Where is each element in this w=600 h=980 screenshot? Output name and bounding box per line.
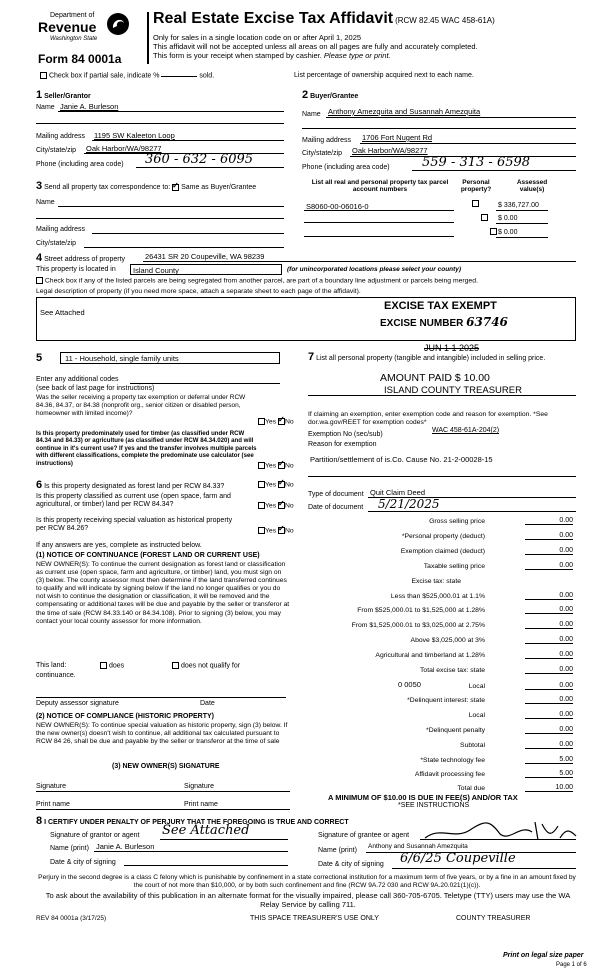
calc-value[interactable]: 0.00 [525,741,573,749]
seller-name-label: Name [36,104,55,111]
does-not-row [172,662,240,669]
s6-q2-no-label: No [284,502,294,510]
personal-prop-3-checkbox[interactable] [490,228,497,235]
header-divider [147,12,149,64]
continuance-text: NEW OWNER(S): To continue the current designation as forest land or classification as current use (open space, farm and agriculture, or timber) land, you must sign on (3) below. The county assessor must then determine if the land transferred continues to qualify and will indicate by signing below If the land no longer qualifies or you do not wish to continue the designation or classification, it will be removed and the compensating or additional taxes will be due and payable by the seller or transferor at the time of sale (RCW 84.33.140 or 84.34.108). Prior to signing (3) below, you may contact your local county assessor for more information. [36,561,290,625]
stamp-exempt: EXCISE TAX EXEMPT [384,300,497,312]
local-rate: 0 0050 [398,680,421,689]
same-as-buyer-checkbox[interactable] [172,184,179,191]
partial-sale-label: Check box if partial sale, indicate % [48,72,160,80]
calc-row [305,710,573,722]
buyer-heading [302,89,358,101]
personal-prop-head: Personal property? [460,179,492,193]
form-number: Form 84 0001a [38,52,122,66]
sig-grantor[interactable]: See Attached [162,823,250,838]
section-1-number: 1 [36,89,43,101]
calc-row [305,561,573,573]
calc-label: From $1,525,000.01 to $3,025,000 at 2.75% [351,622,485,629]
stamp-treasurer: ISLAND COUNTY TREASURER [384,385,522,396]
calc-label: From $525,000.01 to $1,525,000 at 1.28% [357,607,485,614]
calc-value[interactable]: 0.00 [525,547,573,555]
seller-extra-line [36,123,284,124]
doc-date[interactable]: 5/21/2025 [378,497,440,511]
calc-label: Total excise tax: state [420,667,485,674]
new-owner-print-2-label: Print name [184,801,218,808]
calc-value[interactable]: 0.00 [525,532,573,540]
seller-phone-line [136,167,284,168]
s3-name-line[interactable] [58,206,284,207]
compliance-text: NEW OWNER(S): To continue special valuation as historic property, sign (3) below. If the new owner(s) doesn't wish to continue, all additional tax calculated pursuant to RCW 84 26, shall be due and payable by the seller or transferor at the time of sale [36,722,288,746]
exempt-text: If claiming an exemption, enter exemption code and reason for exemption. *See dor.wa.gov/REET for exemption codes* [308,411,548,426]
s6-q1-no-checkbox[interactable] [278,481,285,488]
s6-note: If any answers are yes, complete as instructed below. [36,542,202,549]
sig-grantee-line [420,839,576,840]
header-sub3-row [153,51,391,60]
calc-row [305,755,573,767]
personal-prop-1-checkbox[interactable] [472,200,479,207]
calc-label: Above $3,025,000 at 3% [410,637,485,644]
buyer-phone-line [412,170,576,171]
new-owner-print-line[interactable] [36,809,290,810]
calc-row [305,695,573,707]
calc-row [305,531,573,543]
new-owner-sig-heading: (3) NEW OWNER(S) SIGNATURE [112,763,220,770]
county-treasurer-label: COUNTY TREASURER [456,915,531,922]
s6-q1-yes-checkbox[interactable] [258,481,265,488]
legal-value: See Attached [40,308,85,317]
partial-sale-sold: sold. [199,72,215,80]
assessed-2-line [496,223,548,224]
s6-q2-yes-label: Yes [265,502,277,510]
s5-q2-yes-checkbox[interactable] [258,462,265,469]
property-street[interactable]: 26431 SR 20 Coupeville, WA 98239 [145,252,265,261]
calc-value[interactable]: 0.00 [525,726,573,734]
reason-value[interactable]: Partition/settlement of is.Co. Cause No. 21-2-00028-15 [310,455,493,464]
s3-mail-line[interactable] [92,233,284,234]
seller-city[interactable]: Oak Harbor/WA/98277 [86,144,162,153]
form-title-row [153,10,495,28]
seller-mail[interactable]: 1195 SW Kaleeton Loop [94,131,175,140]
calc-label: Gross selling price [429,518,485,525]
calc-value[interactable]: 0.00 [525,517,573,525]
does-qualify-checkbox[interactable] [100,662,107,669]
calc-row [305,620,573,632]
s6-q1-yes-label: Yes [265,481,277,489]
deputy-label: Deputy assessor signature [36,700,119,707]
assessed-1[interactable]: $ 336,727.00 [498,202,539,209]
segregated-row [36,277,478,284]
s6-q1-row [36,479,224,491]
new-owner-sig-line[interactable] [36,791,290,792]
deputy-date-label: Date [200,700,215,707]
continuance-heading: (1) NOTICE OF CONTINUANCE (FOREST LAND OR CURRENT USE) [36,552,260,559]
calc-value[interactable]: 0.00 [525,696,573,704]
calc-label: Local [468,683,485,690]
does-row [100,662,124,669]
section-6-number: 6 [36,479,43,491]
see-instructions: *SEE INSTRUCTIONS [398,802,470,809]
buyer-phone[interactable]: 559 - 313 - 6598 [422,155,531,170]
stamp-date: JUN 1 1 2025 [424,343,480,353]
parcel-1-line [304,210,454,211]
calc-row [305,591,573,603]
calc-value[interactable]: 0.00 [525,636,573,644]
doc-date-line [368,511,576,512]
section-3-number: 3 [36,180,43,192]
s6-q3-yes-label: Yes [265,527,277,535]
sig-grantor-label: Signature of grantor or agent [50,832,140,839]
buyer-extra-line [302,128,576,129]
s5-q1-no-checkbox[interactable] [278,418,285,425]
stamp-excise-number-row [380,315,508,329]
deputy-sig-line[interactable] [36,697,286,698]
calc-value[interactable]: 5.00 [525,770,573,778]
partial-sale-checkbox[interactable] [40,72,47,79]
seller-phone-label: Phone (including area code) [36,161,124,168]
s5-q2-no-label: No [284,462,294,470]
buyer-mail-line [360,143,576,144]
personal-prop-2-checkbox[interactable] [481,214,488,221]
treasurer-space: THIS SPACE TREASURER'S USE ONLY [250,915,379,922]
parcels-head: List all real and personal property tax parcel account numbers [311,179,449,193]
legal-paper-note: Print on legal size paper [503,952,584,959]
calc-label: *State technology fee [420,757,485,764]
calc-row [305,740,573,752]
s6-q3-no-label: No [284,527,294,535]
calc-label: Subtotal [460,742,485,749]
certify-text: I CERTIFY UNDER PENALTY OF PERJURY THAT THE FOREGOING IS TRUE AND CORRECT [44,819,349,826]
personal-prop-line[interactable] [308,395,576,396]
s6-q2-yes-checkbox[interactable] [258,502,265,509]
grantee-date-city-label: Date & city of signing [318,861,384,868]
calc-value[interactable]: 0.00 [525,711,573,719]
sig-grantee-label: Signature of grantee or agent [318,832,410,839]
grantee-date-city-line [392,868,576,869]
section-3-text: Send all property tax correspondence to: [44,184,171,191]
buyer-heading-label: Buyer/Grantee [310,93,359,100]
calc-row [305,635,573,647]
segregated-label: Check box if any of the listed parcels are being segregated from another parcel, are part of a boundary line adjustment or parcels being merged. [44,277,478,285]
seller-mail-line [92,140,284,141]
s5-q1-yes-label: Yes [265,418,277,426]
s6-q2-no-checkbox[interactable] [278,502,285,509]
form-title: Real Estate Excise Tax Affidavit [153,10,394,27]
new-owner-signature-1-label: Signature [36,783,66,790]
s6-q2-answers [258,502,294,509]
county-select[interactable] [130,264,282,275]
perjury-content: Perjury in the second degree is a class C felony which is punishable by confinement in a state correctional institution for a maximum term of five years, or by a fine in an amount fixed by the court of not more than $10,000, or by both such confinement and fine (RCW 9A.72 030 and RCW 9A.20.021(1)(c)). [38,874,576,889]
s5-q2-yes-label: Yes [265,462,277,470]
s3-mail-label: Mailing address [36,226,86,233]
calc-label: Taxable selling price [423,563,485,570]
header-sub2: This affidavit will not be accepted unless all areas on all pages are fully and accurately completed. [153,42,478,51]
seller-name[interactable]: Janie A. Burleson [60,102,119,111]
calc-label: Affidavit processing fee [414,771,485,778]
s6-q3: Is this property receiving special valuation as historical property per RCW 84.26? [36,517,233,532]
segregated-checkbox[interactable] [36,277,43,284]
section-2-number: 2 [302,89,309,101]
section-7-row [308,352,576,364]
section-5-number: 5 [36,352,43,364]
buyer-city-label: City/state/zip [302,150,343,157]
seller-heading-label: Seller/Grantor [44,93,91,100]
calc-value[interactable]: 0.00 [525,651,573,659]
calc-value[interactable]: 0.00 [525,592,573,600]
section-4-number: 4 [36,252,43,264]
exempt-no[interactable]: WAC 458-61A-204(2) [432,427,500,434]
s5-q2: Is this property predominately used for timber (as classified under RCW 84.34 and 84.33) or agriculture (as classified under RCW 84.34.020) and will continue in it's current use? If yes and the transfer involves multiple parcels with different classifications, complete the predominate use calculator (see instructions) [36,430,257,467]
form-title-ref: (RCW 82.45 WAC 458-61A) [395,16,495,25]
s3-city-label: City/state/zip [36,240,77,247]
calc-value[interactable]: 0.00 [525,666,573,674]
does-not-label: does not qualify for [180,662,241,670]
calc-value[interactable]: 10.00 [525,784,573,792]
dept-logo-text: Revenue [38,19,97,35]
grantor-date-city-label: Date & city of signing [50,859,116,866]
stamp-excise-number: 63746 [466,315,508,329]
same-as-buyer-label: Same as Buyer/Grantee [181,184,257,191]
dept-line3: Washington State [50,36,98,42]
buyer-mail-label: Mailing address [302,137,352,144]
additional-codes-note: (see back of last page for instructions) [36,385,155,392]
grantor-date-city-line[interactable] [124,865,288,866]
seller-mail-label: Mailing address [36,133,86,140]
s5-q1: Was the seller receiving a property tax exemption or deferral under RCW 84.36, 84.37, or 84.38 (nonprofit org., senior citizen or disabled person, homeowner with limited income)? [36,394,246,417]
section-7-number: 7 [308,351,315,363]
s5-q1-yes-checkbox[interactable] [258,418,265,425]
sig-grantor-line [160,839,288,840]
reason-label: Reason for exemption [308,441,377,448]
buyer-name[interactable]: Anthony Amezquita and Susannah Amezquita [328,107,481,116]
buyer-mail[interactable]: 1706 Fort Nugent Rd [362,133,433,142]
partial-sale-row [40,72,214,79]
s6-q1-no-label: No [284,481,294,489]
use-code-select[interactable] [60,352,280,364]
dor-logo [38,12,133,46]
this-land-label: This land: [36,662,67,669]
grantor-name[interactable]: Janie A. Burleson [96,842,155,851]
minimum-due: A MINIMUM OF $10.00 IS DUE IN FEE(S) AND/OR TAX [328,793,518,802]
s5-q2-answers [258,462,294,469]
calc-label: Exemption claimed (deduct) [400,548,485,555]
s6-q2: Is this property classified as current use (open space, farm and agricultural, or timber) land per RCW 84.34? [36,493,231,508]
parcel-1[interactable]: S8060-00-06016-0 [306,202,369,211]
seller-city-label: City/state/zip [36,147,77,154]
s3-city-line[interactable] [84,247,284,248]
s5-q1-answers [258,418,294,425]
calc-label: Local [468,712,485,719]
street-line [143,261,576,262]
calc-value[interactable]: 0.00 [525,562,573,570]
perjury-text [36,874,578,890]
exempt-no-label: Exemption No (sec/sub) [308,431,383,438]
new-owner-signature-2-label: Signature [184,783,214,790]
header-sub3: This form is your receipt when stamped by cashier. [153,51,322,60]
dept-line1: Department of [50,12,95,19]
s5-q1-no-label: No [284,418,294,426]
s3-name-label: Name [36,199,55,206]
s6-q3-answers [258,527,294,534]
additional-codes-label: Enter any additional codes [36,376,119,383]
calc-label: Less than $525,000.01 at 1.1% [390,593,485,600]
calc-label: Agricultural and timberland at 1.28% [375,652,485,659]
dor-swirl-icon [106,12,130,36]
calc-value[interactable]: 0.00 [525,621,573,629]
calc-value[interactable]: 0.00 [525,606,573,614]
section-4-row [36,252,125,264]
section-3-row [36,180,256,192]
street-label: Street address of property [44,256,126,263]
seller-heading [36,89,91,101]
assessed-3[interactable]: $ 0.00 [498,229,518,236]
seller-name-line [58,111,284,112]
calc-row [305,650,573,662]
parcel-2-line[interactable] [304,222,454,223]
calc-label: *Delinquent interest: state [407,697,485,704]
s6-q3-yes-checkbox[interactable] [258,527,265,534]
grantee-date-city[interactable]: 6/6/25 Coupeville [400,851,516,866]
calc-row [305,769,573,781]
calc-row [305,546,573,558]
s5-q2-no-checkbox[interactable] [278,462,285,469]
section-8-number: 8 [36,815,43,827]
calc-row [305,681,573,693]
s6-q1: Is this property designated as forest land per RCW 84.33? [44,483,225,490]
doc-date-label: Date of document [308,504,364,511]
stamp-excise-number-label: EXCISE NUMBER [380,318,464,329]
continuance-label: continuance. [36,672,76,679]
assessed-2[interactable]: $ 0.00 [498,215,518,222]
reason-line [308,476,576,477]
legal-label: Legal description of property (if you need more space, attach a separate sheet to each page of the affidavit). [36,288,361,295]
buyer-city[interactable]: Oak Harbor/WA/98277 [352,146,428,155]
alt-format-text: To ask about the availability of this publication in an alternate format for the visually impaired, please call 360-705-6705. Teletype (TTY) users may use the WA Relay Service by calling 711. [45,891,571,909]
calc-label: *Personal property (deduct) [401,533,485,540]
does-not-qualify-checkbox[interactable] [172,662,179,669]
page-number: Page 1 of 6 [556,962,587,968]
calc-row [305,665,573,677]
calc-label: Total due [457,785,485,792]
header-sub1: Only for sales in a single location code on or after April 1, 2025 [153,33,362,42]
calc-row [305,725,573,737]
compliance-heading: (2) NOTICE OF COMPLIANCE (HISTORIC PROPERTY) [36,713,214,720]
located-label: This property is located in [36,266,116,273]
grantee-signature[interactable] [420,816,590,846]
assessed-3-line [496,237,548,238]
additional-codes-line[interactable] [130,383,280,384]
buyer-phone-label: Phone (including area code) [302,164,390,171]
seller-phone[interactable]: 360 - 632 - 6095 [145,152,254,167]
ownership-note: List percentage of ownership acquired next to each name. [294,72,474,79]
calc-row [305,576,573,588]
located-note: (for unincorporated locations please select your county) [287,266,462,273]
calc-row [305,605,573,617]
doc-type[interactable]: Quit Claim Deed [370,488,426,497]
new-owner-print-1-label: Print name [36,801,70,808]
assessed-head: Assessed value(s) [516,179,548,193]
s6-q1-answers [258,481,294,488]
section-7-text: List all personal property (tangible and intangible) included in selling price. [316,355,546,362]
grantee-name-label: Name (print) [318,847,357,854]
grantor-name-line [94,851,288,852]
assessed-1-line [496,210,548,211]
calc-label: Excise tax: state [411,578,461,585]
parcel-3-line[interactable] [304,236,454,237]
buyer-name-label: Name [302,111,321,118]
does-label: does [108,662,125,670]
calc-value[interactable]: 0.00 [525,682,573,690]
s3-extra-line [36,218,284,219]
county-value: Island County [133,266,179,275]
stamp-amount: AMOUNT PAID $ 10.00 [380,372,490,384]
doc-type-label: Type of document [308,491,364,498]
partial-sale-percent[interactable] [161,76,197,77]
calc-label: *Delinquent penalty [426,727,485,734]
calc-value[interactable]: 5.00 [525,756,573,764]
buyer-name-line [326,117,576,118]
calc-row [305,516,573,528]
header-sub3-italic: Please type or print. [323,51,391,60]
rev-number: REV 84 0001a (3/17/25) [36,915,107,922]
grantor-name-label: Name (print) [50,845,89,852]
use-code-value: 11 - Household, single family units [65,354,179,363]
grantee-name[interactable]: Anthony and Susannah Amezquita [368,843,468,850]
s6-q3-no-checkbox[interactable] [278,527,285,534]
